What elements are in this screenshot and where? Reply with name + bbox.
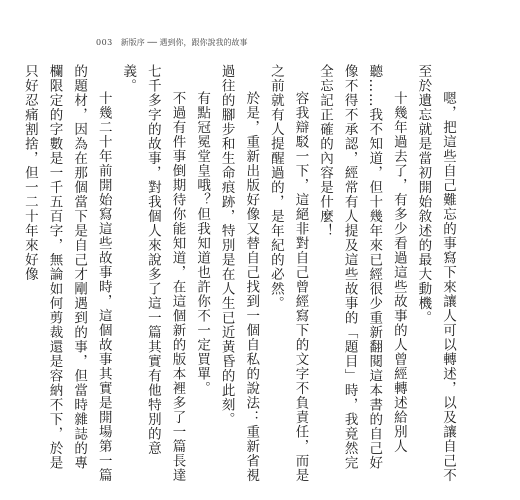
page-number: 003 xyxy=(96,38,113,47)
running-title: 新版序 ── 遇到你，跟你說我的故事 xyxy=(120,38,248,47)
paragraph: 有點冠冕堂皇哦？但我知道也許你不一定買單。 xyxy=(194,91,211,396)
paragraph: 不過有件事倒期待你能知道，在這個新的版本裡多了一篇長達七千多字的故事，對我個人來說多了這一篇其實有他特別的意義。 xyxy=(120,64,186,483)
paragraph: 容我辯駁一下，這絕非對自己曾經寫下的文字不負責任，而是之前就有人提醒過的，是年紀的必然。 xyxy=(267,64,309,483)
running-header xyxy=(96,37,248,48)
paragraph: 十幾二十年前開始寫這些故事時，這個故事其實是開場第一篇的題材，因為在那個當下是自己才剛遇到的事，但當時雜誌的專欄限定的字數是一千五百字，無論如何剪裁還是容納不下，於是只好忍痛割捨，但一二十年來好像 xyxy=(21,64,112,483)
paragraph: 於是，重新出版好像又替自己找到一個自私的說法：重新省視過往的腳步和生命痕跡，特別是在人生已近黃昏的此刻。 xyxy=(218,64,260,483)
paragraph: 嗯，把這些自己難忘的事寫下來讓人可以轉述，以及讓自己不至於遺忘就是當初開始敘述的最大動機。 xyxy=(415,64,456,483)
paragraph: 十幾年過去了，有多少看過這些故事的人曾經轉述給別人聽……我不知道，但十幾年來已經很少重新翻閱這本書的自己好像不得不承認，經常有人提及這些故事的「題目」時，我竟然完全忘記正確的內容是什麼！ xyxy=(317,64,407,470)
vertical-text-body xyxy=(17,64,460,484)
